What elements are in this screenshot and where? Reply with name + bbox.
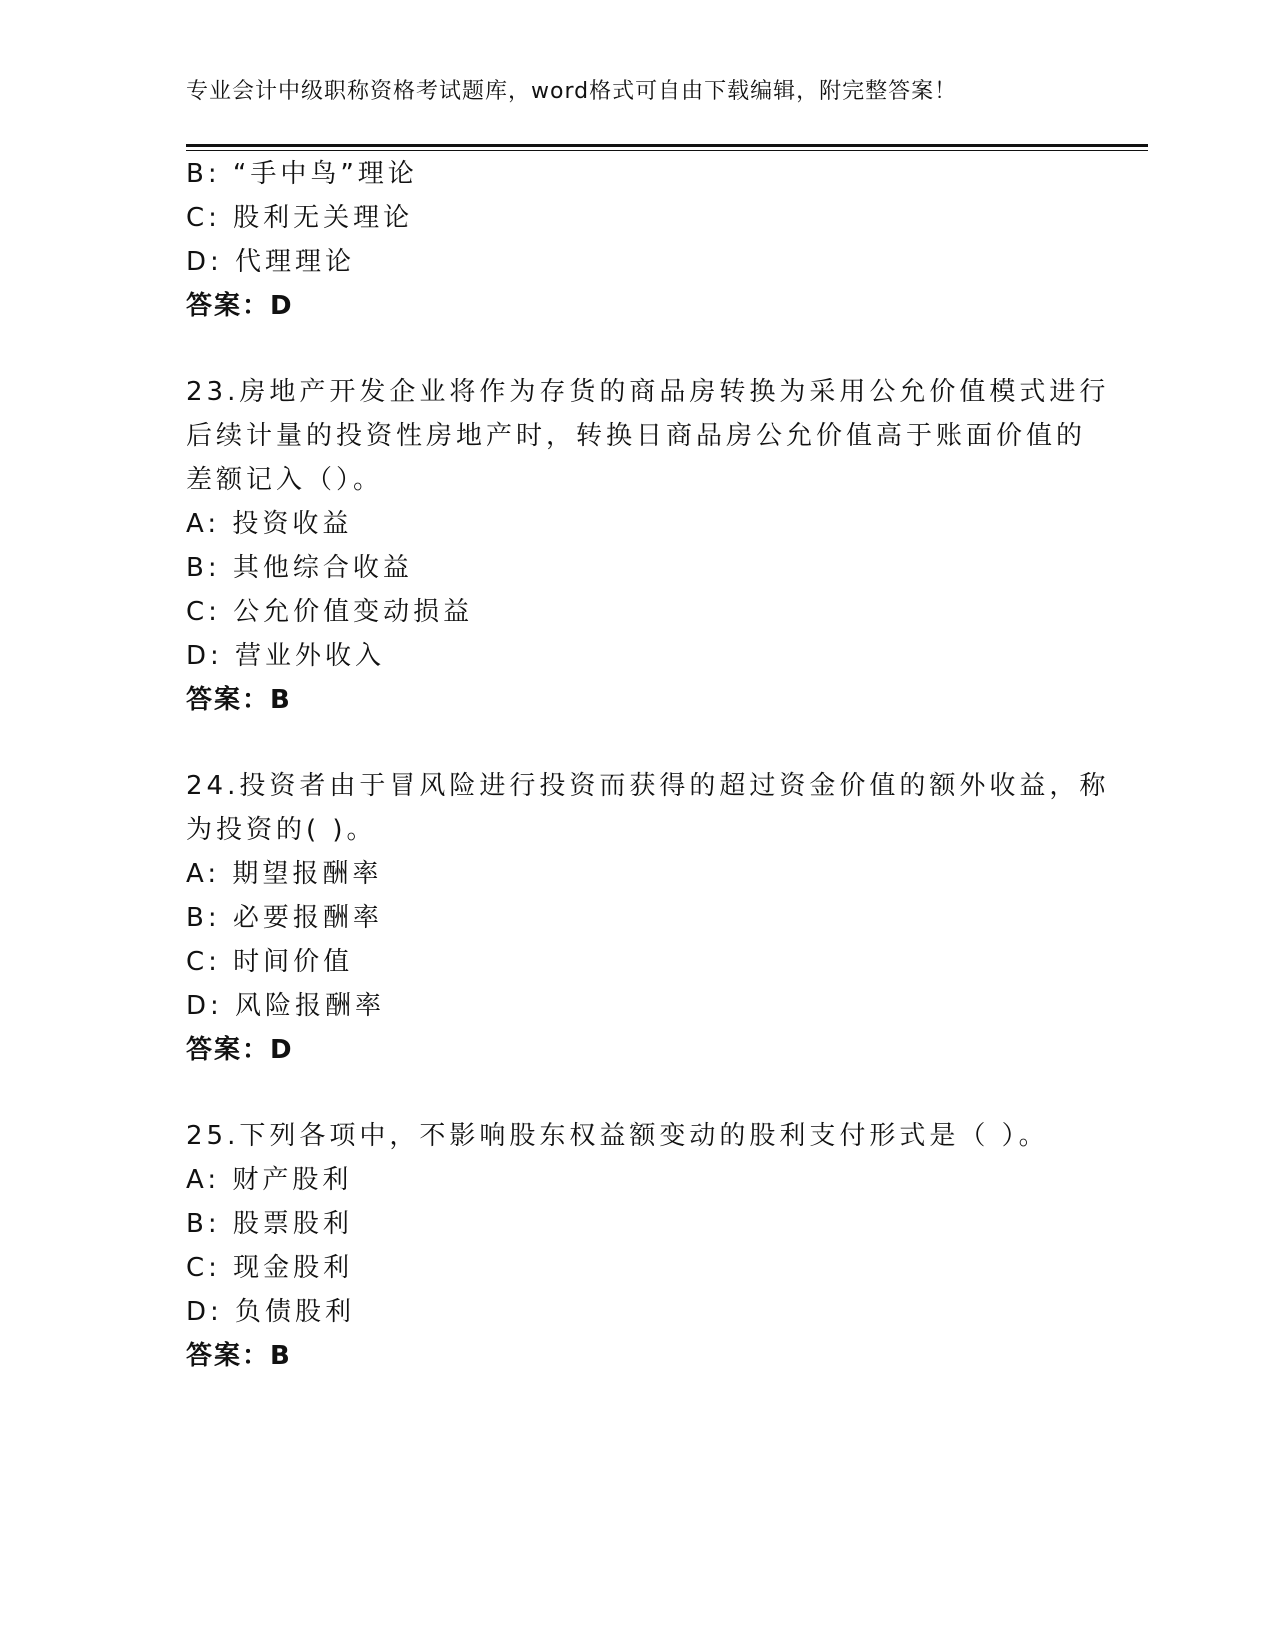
q25-option-b: B: 股票股利 bbox=[186, 1209, 353, 1239]
page-header: 专业会计中级职称资格考试题库，word格式可自由下载编辑，附完整答案！ bbox=[186, 79, 958, 104]
q24-option-b: B: 必要报酬率 bbox=[186, 903, 383, 933]
q22-option-b: B: “手中鸟”理论 bbox=[186, 159, 418, 189]
q25-stem-line-1: 25.下列各项中，不影响股东权益额变动的股利支付形式是（ ）。 bbox=[186, 1121, 1049, 1151]
q24-stem-line-2: 为投资的( )。 bbox=[186, 815, 377, 845]
q23-option-a: A: 投资收益 bbox=[186, 509, 353, 539]
q23-answer: 答案：B bbox=[186, 685, 292, 715]
q23-option-d: D: 营业外收入 bbox=[186, 641, 386, 671]
q24-answer: 答案：D bbox=[186, 1035, 294, 1065]
header-rule-thin bbox=[186, 150, 1148, 151]
q23-stem-line-2: 后续计量的投资性房地产时，转换日商品房公允价值高于账面价值的 bbox=[186, 421, 1087, 451]
q25-answer: 答案：B bbox=[186, 1341, 292, 1371]
q23-stem-line-3: 差额记入（）。 bbox=[186, 465, 384, 495]
header-rule-thick bbox=[186, 144, 1148, 147]
q25-option-c: C: 现金股利 bbox=[186, 1253, 354, 1283]
q24-option-a: A: 期望报酬率 bbox=[186, 859, 383, 889]
q22-answer: 答案：D bbox=[186, 291, 294, 321]
q25-option-a: A: 财产股利 bbox=[186, 1165, 353, 1195]
q23-stem-line-1: 23.房地产开发企业将作为存货的商品房转换为采用公允价值模式进行 bbox=[186, 377, 1110, 407]
q22-option-d: D: 代理理论 bbox=[186, 247, 356, 277]
q24-option-c: C: 时间价值 bbox=[186, 947, 354, 977]
q22-option-c: C: 股利无关理论 bbox=[186, 203, 414, 233]
q23-option-c: C: 公允价值变动损益 bbox=[186, 597, 474, 627]
q25-option-d: D: 负债股利 bbox=[186, 1297, 356, 1327]
q24-option-d: D: 风险报酬率 bbox=[186, 991, 386, 1021]
q23-option-b: B: 其他综合收益 bbox=[186, 553, 413, 583]
q24-stem-line-1: 24.投资者由于冒风险进行投资而获得的超过资金价值的额外收益，称 bbox=[186, 771, 1110, 801]
